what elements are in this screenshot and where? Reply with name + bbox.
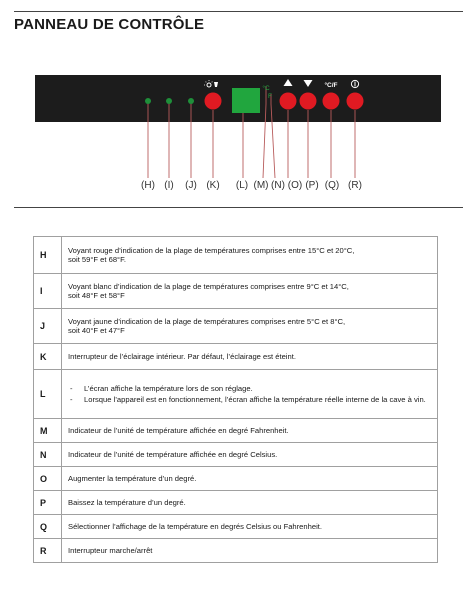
row-description: Voyant jaune d’indication de la plage de températures comprises entre 5°C et 8°C, soit 40°F et 47°F xyxy=(62,309,438,344)
row-code: P xyxy=(34,491,62,515)
led-i xyxy=(166,98,172,104)
table-row xyxy=(34,274,438,309)
unit-select-icon: °C/F xyxy=(324,82,338,89)
row-description: Augmenter la température d’un degré. xyxy=(62,467,438,491)
temperature-down-button[interactable] xyxy=(300,93,317,110)
callout-label-k: (K) xyxy=(206,180,220,191)
row-code: R xyxy=(34,539,62,563)
row-code: J xyxy=(34,309,62,344)
bullet-list xyxy=(68,384,431,405)
row-description xyxy=(62,370,438,419)
bullet-item: - L’écran affiche la température lors de son réglage. xyxy=(68,384,431,393)
callout-label-i: (I) xyxy=(164,180,174,191)
callout-label-q: (Q) xyxy=(324,180,340,191)
table-row xyxy=(34,370,438,419)
table-row xyxy=(34,237,438,274)
row-description: Voyant blanc d’indication de la plage de températures comprises entre 9°C et 14°C, soit 48°F et 58°F xyxy=(62,274,438,309)
row-code: N xyxy=(34,443,62,467)
row-code: I xyxy=(34,274,62,309)
row-code: M xyxy=(34,419,62,443)
table-row xyxy=(34,539,438,563)
power-button[interactable] xyxy=(347,93,364,110)
section-rule xyxy=(14,207,463,208)
callout-label-n: (N) xyxy=(271,180,285,191)
temperature-up-button[interactable] xyxy=(280,93,297,110)
table-row xyxy=(34,309,438,344)
row-code: O xyxy=(34,467,62,491)
table-row xyxy=(34,491,438,515)
callout-label-o: (O) xyxy=(287,180,303,191)
callout-label-p: (P) xyxy=(305,180,319,191)
callout-label-h: (H) xyxy=(141,180,155,191)
unit-select-button[interactable] xyxy=(323,93,340,110)
row-description: Interrupteur de l’éclairage intérieur. Par défaut, l’éclairage est éteint. xyxy=(62,344,438,370)
callout-label-l: (L) xyxy=(235,180,249,191)
led-h xyxy=(145,98,151,104)
bullet-item: - Lorsque l’appareil est en fonctionnement, l’écran affiche la température réelle interne de la cave à vin. xyxy=(68,395,431,404)
row-description: Indicateur de l’unité de température affichée en degré Fahrenheit. xyxy=(62,419,438,443)
callout-label-r: (R) xyxy=(348,180,362,191)
row-description: Indicateur de l’unité de température affichée en degré Celsius. xyxy=(62,443,438,467)
table-row xyxy=(34,443,438,467)
row-description: Voyant rouge d’indication de la plage de températures comprises entre 15°C et 20°C, soit 59°F et 68°F. xyxy=(62,237,438,274)
top-rule xyxy=(14,11,463,12)
celsius-indicator: °C xyxy=(262,85,270,92)
callout-labels xyxy=(141,180,362,191)
callout-label-j: (J) xyxy=(185,180,197,191)
row-description: Baissez la température d’un degré. xyxy=(62,491,438,515)
temperature-display xyxy=(232,88,260,113)
table-row xyxy=(34,344,438,370)
row-code: K xyxy=(34,344,62,370)
control-panel-diagram xyxy=(0,60,465,195)
row-code: Q xyxy=(34,515,62,539)
table-row xyxy=(34,419,438,443)
row-description: Sélectionner l’affichage de la température en degrés Celsius ou Fahrenheit. xyxy=(62,515,438,539)
row-code: L xyxy=(34,370,62,419)
row-code: H xyxy=(34,237,62,274)
callout-label-m: (M) xyxy=(253,180,269,191)
table-row xyxy=(34,467,438,491)
page-title: PANNEAU DE CONTRÔLE xyxy=(14,16,205,33)
fahrenheit-indicator: F xyxy=(268,93,272,100)
table-row xyxy=(34,515,438,539)
legend-table xyxy=(33,236,438,563)
led-j xyxy=(188,98,194,104)
row-description: Interrupteur marche/arrêt xyxy=(62,539,438,563)
light-button[interactable] xyxy=(205,93,222,110)
